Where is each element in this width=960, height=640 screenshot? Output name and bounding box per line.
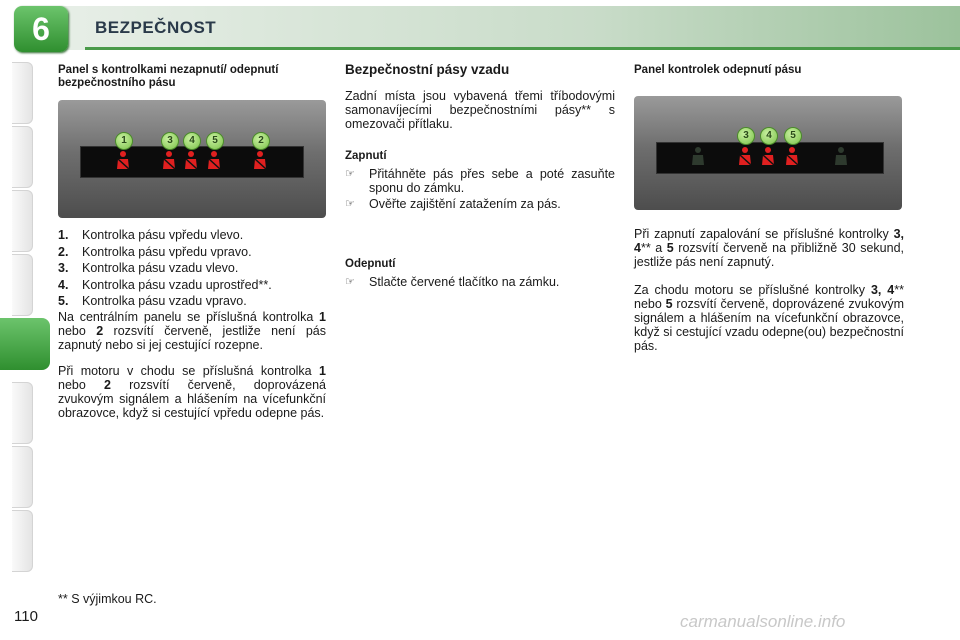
seatbelt-warning-icon: [182, 150, 200, 172]
lamp-number-badge: 1: [115, 132, 133, 150]
col2-intro: Zadní místa jsou vybavená třemi tříbodovými samonavíjecími bezpečnostními pásy** s omezovači přítlaku.: [345, 89, 615, 131]
lamp-number-badge: 5: [206, 132, 224, 150]
side-tab: [12, 510, 33, 572]
lamp-number-badge: 3: [161, 132, 179, 150]
lamp-number-badge: 2: [252, 132, 270, 150]
list-item: ☞ Stlačte červené tlačítko na zámku.: [345, 275, 560, 289]
side-tab: [12, 446, 33, 508]
seatbelt-warning-icon: [736, 146, 754, 168]
side-tab: [12, 190, 33, 252]
fasten-heading: Zapnutí: [345, 150, 387, 162]
col3-paragraph-1: Při zapnutí zapalování se příslušné kontrolky 3, 4** a 5 rozsvítí červeně na přibližně 30 sekund, jestliže pás není zapnutý.: [634, 227, 904, 269]
rear-belt-panel-image: [634, 96, 902, 210]
col1-heading: Panel s kontrolkami nezapnutí/ odepnutí bezpečnostního pásu: [58, 64, 279, 89]
list-item: 3. Kontrolka pásu vzadu vlevo.: [58, 261, 239, 275]
lamp-number-badge: 3: [737, 127, 755, 145]
seatbelt-warning-icon: [114, 150, 132, 172]
col3-heading: Panel kontrolek odepnutí pásu: [634, 64, 802, 76]
footnote: ** S výjimkou RC.: [58, 592, 157, 606]
bullet-arrow-icon: ☞: [345, 198, 355, 210]
side-tab: [12, 382, 33, 444]
chapter-number: 6: [32, 11, 50, 47]
lamp-legend-list: [58, 228, 326, 311]
bullet-arrow-icon: ☞: [345, 276, 355, 288]
seatbelt-warning-icon: [205, 150, 223, 172]
lamp-number-badge: 4: [760, 127, 778, 145]
list-item: 1. Kontrolka pásu vpředu vlevo.: [58, 228, 244, 242]
watermark: carmanualsonline.info: [680, 612, 846, 631]
list-item: 4. Kontrolka pásu vzadu uprostřed**.: [58, 277, 272, 292]
page-number: 110: [14, 608, 38, 625]
seatbelt-unlit-icon: [689, 146, 707, 168]
list-item: ☞ Ověřte zajištění zatažením za pás.: [345, 197, 561, 211]
list-item: 2. Kontrolka pásu vpředu vpravo.: [58, 244, 252, 259]
seatbelt-warning-icon: [783, 146, 801, 168]
lamp-number-badge: 4: [183, 132, 201, 150]
list-item: ☞ Přitáhněte pás přes sebe a poté zasuňte sponu do zámku.: [345, 167, 615, 195]
side-tab: [12, 62, 33, 124]
seatbelt-warning-icon: [759, 146, 777, 168]
seatbelt-warning-icon: [251, 150, 269, 172]
col1-paragraph-1: Na centrálním panelu se příslušná kontrolka 1 nebo 2 rozsvítí červeně, jestliže není pás zapnutý nebo si jej cestující rozepne.: [58, 310, 327, 352]
side-tab-active: [0, 318, 50, 370]
side-tab: [12, 254, 33, 316]
col1-paragraph-2: Při motoru v chodu se příslušná kontrolka 1 nebo 2 rozsvítí červeně, doprovázená zvukovým signálem a hlášením na vícefunkční obrazovce, když si cestující vpředu odepne pás.: [58, 364, 326, 420]
header-underline: [85, 47, 960, 50]
col3-paragraph-2: Za chodu motoru se příslušné kontrolky 3, 4** nebo 5 rozsvítí červeně, doprovázené zvukovým signálem a hlášením na vícefunkční obrazovce, když si cestující vzadu odepne(ou) bezpečnostní pás.: [634, 283, 904, 353]
list-item: 5. Kontrolka pásu vzadu vpravo.: [58, 294, 247, 308]
seatbelt-unlit-icon: [832, 146, 850, 168]
side-tab: [12, 126, 33, 188]
bullet-arrow-icon: ☞: [345, 168, 355, 180]
col2-heading: Bezpečnostní pásy vzadu: [345, 62, 510, 77]
seatbelt-warning-icon: [160, 150, 178, 172]
page-title: BEZPEČNOST: [95, 18, 217, 37]
front-belt-panel-image: [58, 100, 326, 218]
unfasten-heading: Odepnutí: [345, 258, 396, 270]
lamp-number-badge: 5: [784, 127, 802, 145]
